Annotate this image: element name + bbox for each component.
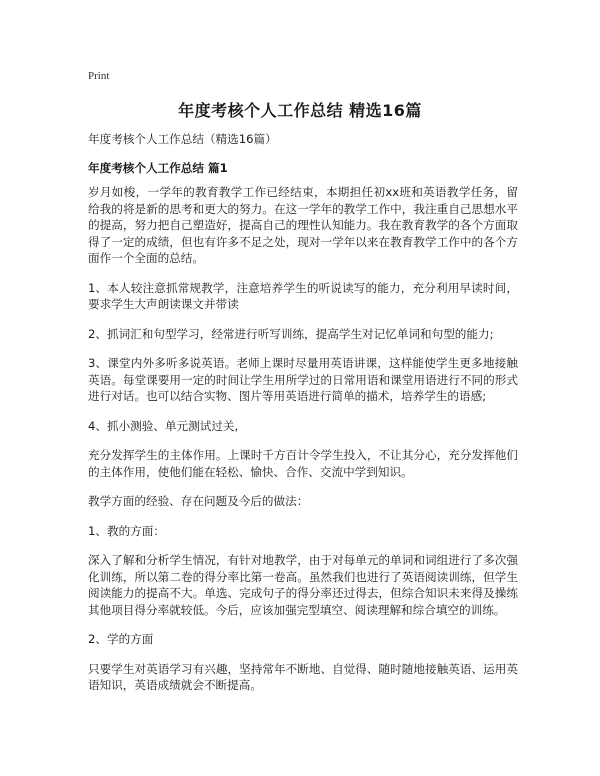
page-title: 年度考核个人工作总结 精选16篇: [178, 101, 422, 120]
paragraph-learning-body: 只要学生对英语学习有兴趣，坚持常年不断地、自觉得、随时随地接触英语、运用英语知识，英语成绩就会不断提高。: [88, 661, 518, 692]
paragraph-item-3: 3、课堂内外多听多说英语。老师上课时尽量用英语讲课，这样能使学生更多地接触英语。每堂课要用一定的时间让学生用所学过的日常用语和课堂用语进行不同的形式进行对话。也可以结合实物、图片等用英语进行简单的描术，培养学生的语感;: [88, 356, 518, 403]
paragraph-experience-heading: 教学方面的经验、存在问题及今后的做法：: [88, 494, 309, 508]
paragraph-item-2: 2、抓词汇和句型学习，经常进行听写训练，提高学生对记忆单词和句型的能力;: [88, 326, 494, 341]
paragraph-teaching-body: 深入了解和分析学生情况，有针对地教学，由于对每单元的单词和词组进行了多次强化训练，所以第二卷的得分率比第一卷高。虽然我们也进行了英语阅读训练，但学生阅读能力的提高不大。单选、完成句子的得分率还过得去，但综合知识未来得及操练其他项目得分率就较低。今后，应该加强完型填空、阅读理解和综合填空的训练。: [88, 553, 518, 617]
section-heading: 年度考核个人工作总结 篇1: [88, 160, 228, 175]
print-link[interactable]: Print: [88, 70, 110, 82]
document-subtitle: 年度考核个人工作总结（精选16篇）: [88, 132, 277, 146]
paragraph-learning-heading: 2、学的方面: [88, 632, 154, 646]
document-body: [88, 131, 518, 707]
paragraph-item-4: 4、抓小测验、单元测试过关,: [88, 418, 239, 433]
paragraph-student-role: 充分发挥学生的主体作用。上课时千方百计令学生投入，不让其分心，充分发挥他们的主体作用，使他们能在轻松、愉快、合作、交流中学到知识。: [88, 448, 518, 479]
paragraph-teaching-heading: 1、教的方面：: [88, 523, 165, 538]
paragraph-item-1: 1、本人较注意抓常规教学，注意培养学生的听说读写的能力，充分利用早读时间，要求学生大声朗读课文并带读: [88, 280, 518, 311]
paragraph-intro: 岁月如梭，一学年的教育教学工作已经结束，本期担任初xx班和英语教学任务，留给我的将是新的思考和更大的努力。在这一学年的教学工作中，我注重自己思想水平的提高，努力把自己塑造好，提高自己的理性认知能力。我在教育教学的各个方面取得了一定的成绩，但也有许多不足之处，现对一学年以来在教育教学工作中的各个方面作一个全面的总结。: [88, 185, 518, 265]
